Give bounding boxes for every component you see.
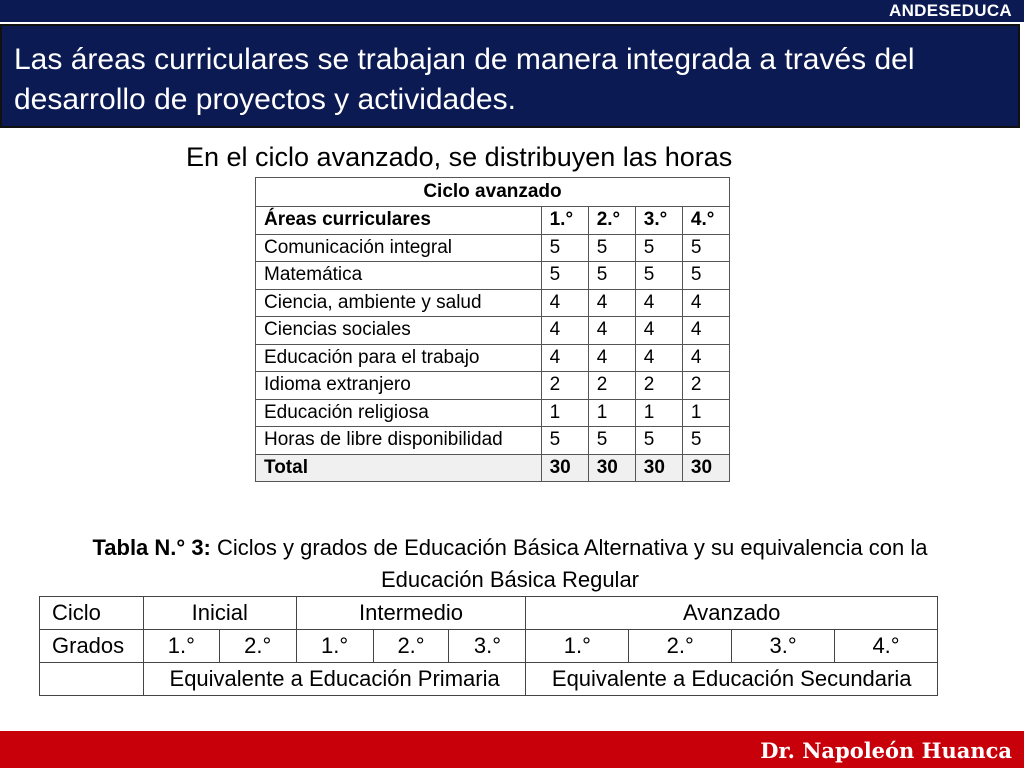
hours-cell: 5 — [635, 234, 682, 262]
total-row — [256, 454, 730, 482]
hours-cell: 4 — [635, 317, 682, 345]
hours-cell: 4 — [541, 317, 588, 345]
brand-label: ANDESEDUCA — [889, 1, 1012, 20]
hours-cell: 1 — [682, 399, 729, 427]
hours-cell: 5 — [682, 234, 729, 262]
hours-cell: 5 — [541, 234, 588, 262]
hours-cell: 5 — [541, 262, 588, 290]
header-areas: Áreas curriculares — [256, 207, 542, 235]
total-cell: 30 — [635, 454, 682, 482]
hours-cell: 5 — [682, 262, 729, 290]
equivalent-primaria: Equivalente a Educación Primaria — [143, 663, 526, 696]
hours-cell: 2 — [588, 372, 635, 400]
top-banner — [0, 0, 1024, 22]
hours-cell: 4 — [588, 317, 635, 345]
total-cell: 30 — [682, 454, 729, 482]
grade-cell: 3.° — [732, 630, 835, 663]
slide-title: Las áreas curriculares se trabajan de manera integrada a través del desarrollo de proyectos y actividades. — [14, 43, 915, 116]
hours-table-caption: Ciclo avanzado — [256, 178, 730, 207]
grades-row — [40, 630, 938, 663]
grade-cell: 3.° — [449, 630, 526, 663]
hours-cell: 4 — [635, 289, 682, 317]
hours-cell: 4 — [588, 289, 635, 317]
hours-cell: 1 — [588, 399, 635, 427]
total-cell: 30 — [588, 454, 635, 482]
cycle-row — [40, 597, 938, 630]
hours-cell: 2 — [635, 372, 682, 400]
grade-cell: 2.° — [219, 630, 296, 663]
hours-cell: 5 — [588, 262, 635, 290]
cycle-avanzado: Avanzado — [526, 597, 938, 630]
area-name: Comunicación integral — [256, 234, 542, 262]
title-box — [0, 24, 1020, 128]
grades-label: Grados — [40, 630, 144, 663]
hours-cell: 4 — [682, 344, 729, 372]
area-name: Idioma extranjero — [256, 372, 542, 400]
table-row — [256, 399, 730, 427]
equivalence-row — [40, 663, 938, 696]
area-name: Ciencias sociales — [256, 317, 542, 345]
cycles-table — [39, 596, 938, 696]
total-cell: 30 — [541, 454, 588, 482]
subtitle: En el ciclo avanzado, se distribuyen las horas — [186, 142, 733, 172]
table-row — [256, 317, 730, 345]
hours-cell: 5 — [541, 427, 588, 455]
equivalent-secundaria: Equivalente a Educación Secundaria — [526, 663, 938, 696]
grade-cell: 2.° — [373, 630, 449, 663]
table-caption-number: Tabla N.° 3: — [92, 535, 211, 560]
area-name: Horas de libre disponibilidad — [256, 427, 542, 455]
footer-bar — [0, 731, 1024, 768]
hours-table-header — [256, 207, 730, 235]
grade-cell: 2.° — [629, 630, 732, 663]
grade-cell: 1.° — [296, 630, 373, 663]
table-caption-line1: Ciclos y grados de Educación Básica Alternativa y su equivalencia con la — [210, 535, 928, 560]
header-grade-2: 2.° — [588, 207, 635, 235]
grade-cell: 4.° — [835, 630, 938, 663]
hours-cell: 5 — [588, 427, 635, 455]
hours-table — [255, 177, 730, 482]
hours-cell: 1 — [635, 399, 682, 427]
author-name: Dr. Napoleón Huanca — [760, 738, 1012, 763]
hours-cell: 5 — [588, 234, 635, 262]
area-name: Ciencia, ambiente y salud — [256, 289, 542, 317]
hours-cell: 4 — [588, 344, 635, 372]
cycle-inicial: Inicial — [143, 597, 296, 630]
equivalence-empty — [40, 663, 144, 696]
hours-cell: 1 — [541, 399, 588, 427]
header-grade-3: 3.° — [635, 207, 682, 235]
table-row — [256, 427, 730, 455]
total-label: Total — [256, 454, 542, 482]
hours-cell: 5 — [635, 262, 682, 290]
area-name: Educación para el trabajo — [256, 344, 542, 372]
cycle-label: Ciclo — [40, 597, 144, 630]
grade-cell: 1.° — [526, 630, 629, 663]
hours-cell: 4 — [541, 344, 588, 372]
cycle-intermedio: Intermedio — [296, 597, 526, 630]
hours-cell: 4 — [541, 289, 588, 317]
header-grade-4: 4.° — [682, 207, 729, 235]
table-row — [256, 289, 730, 317]
table-row — [256, 234, 730, 262]
hours-cell: 5 — [682, 427, 729, 455]
area-name: Matemática — [256, 262, 542, 290]
hours-cell: 2 — [541, 372, 588, 400]
hours-cell: 2 — [682, 372, 729, 400]
table-caption — [40, 532, 980, 596]
hours-cell: 4 — [682, 317, 729, 345]
hours-cell: 5 — [635, 427, 682, 455]
table-row — [256, 262, 730, 290]
table-row — [256, 344, 730, 372]
hours-cell: 4 — [635, 344, 682, 372]
hours-cell: 4 — [682, 289, 729, 317]
table-row — [256, 372, 730, 400]
grade-cell: 1.° — [143, 630, 219, 663]
area-name: Educación religiosa — [256, 399, 542, 427]
table-caption-line2: Educación Básica Regular — [380, 567, 640, 592]
header-grade-1: 1.° — [541, 207, 588, 235]
